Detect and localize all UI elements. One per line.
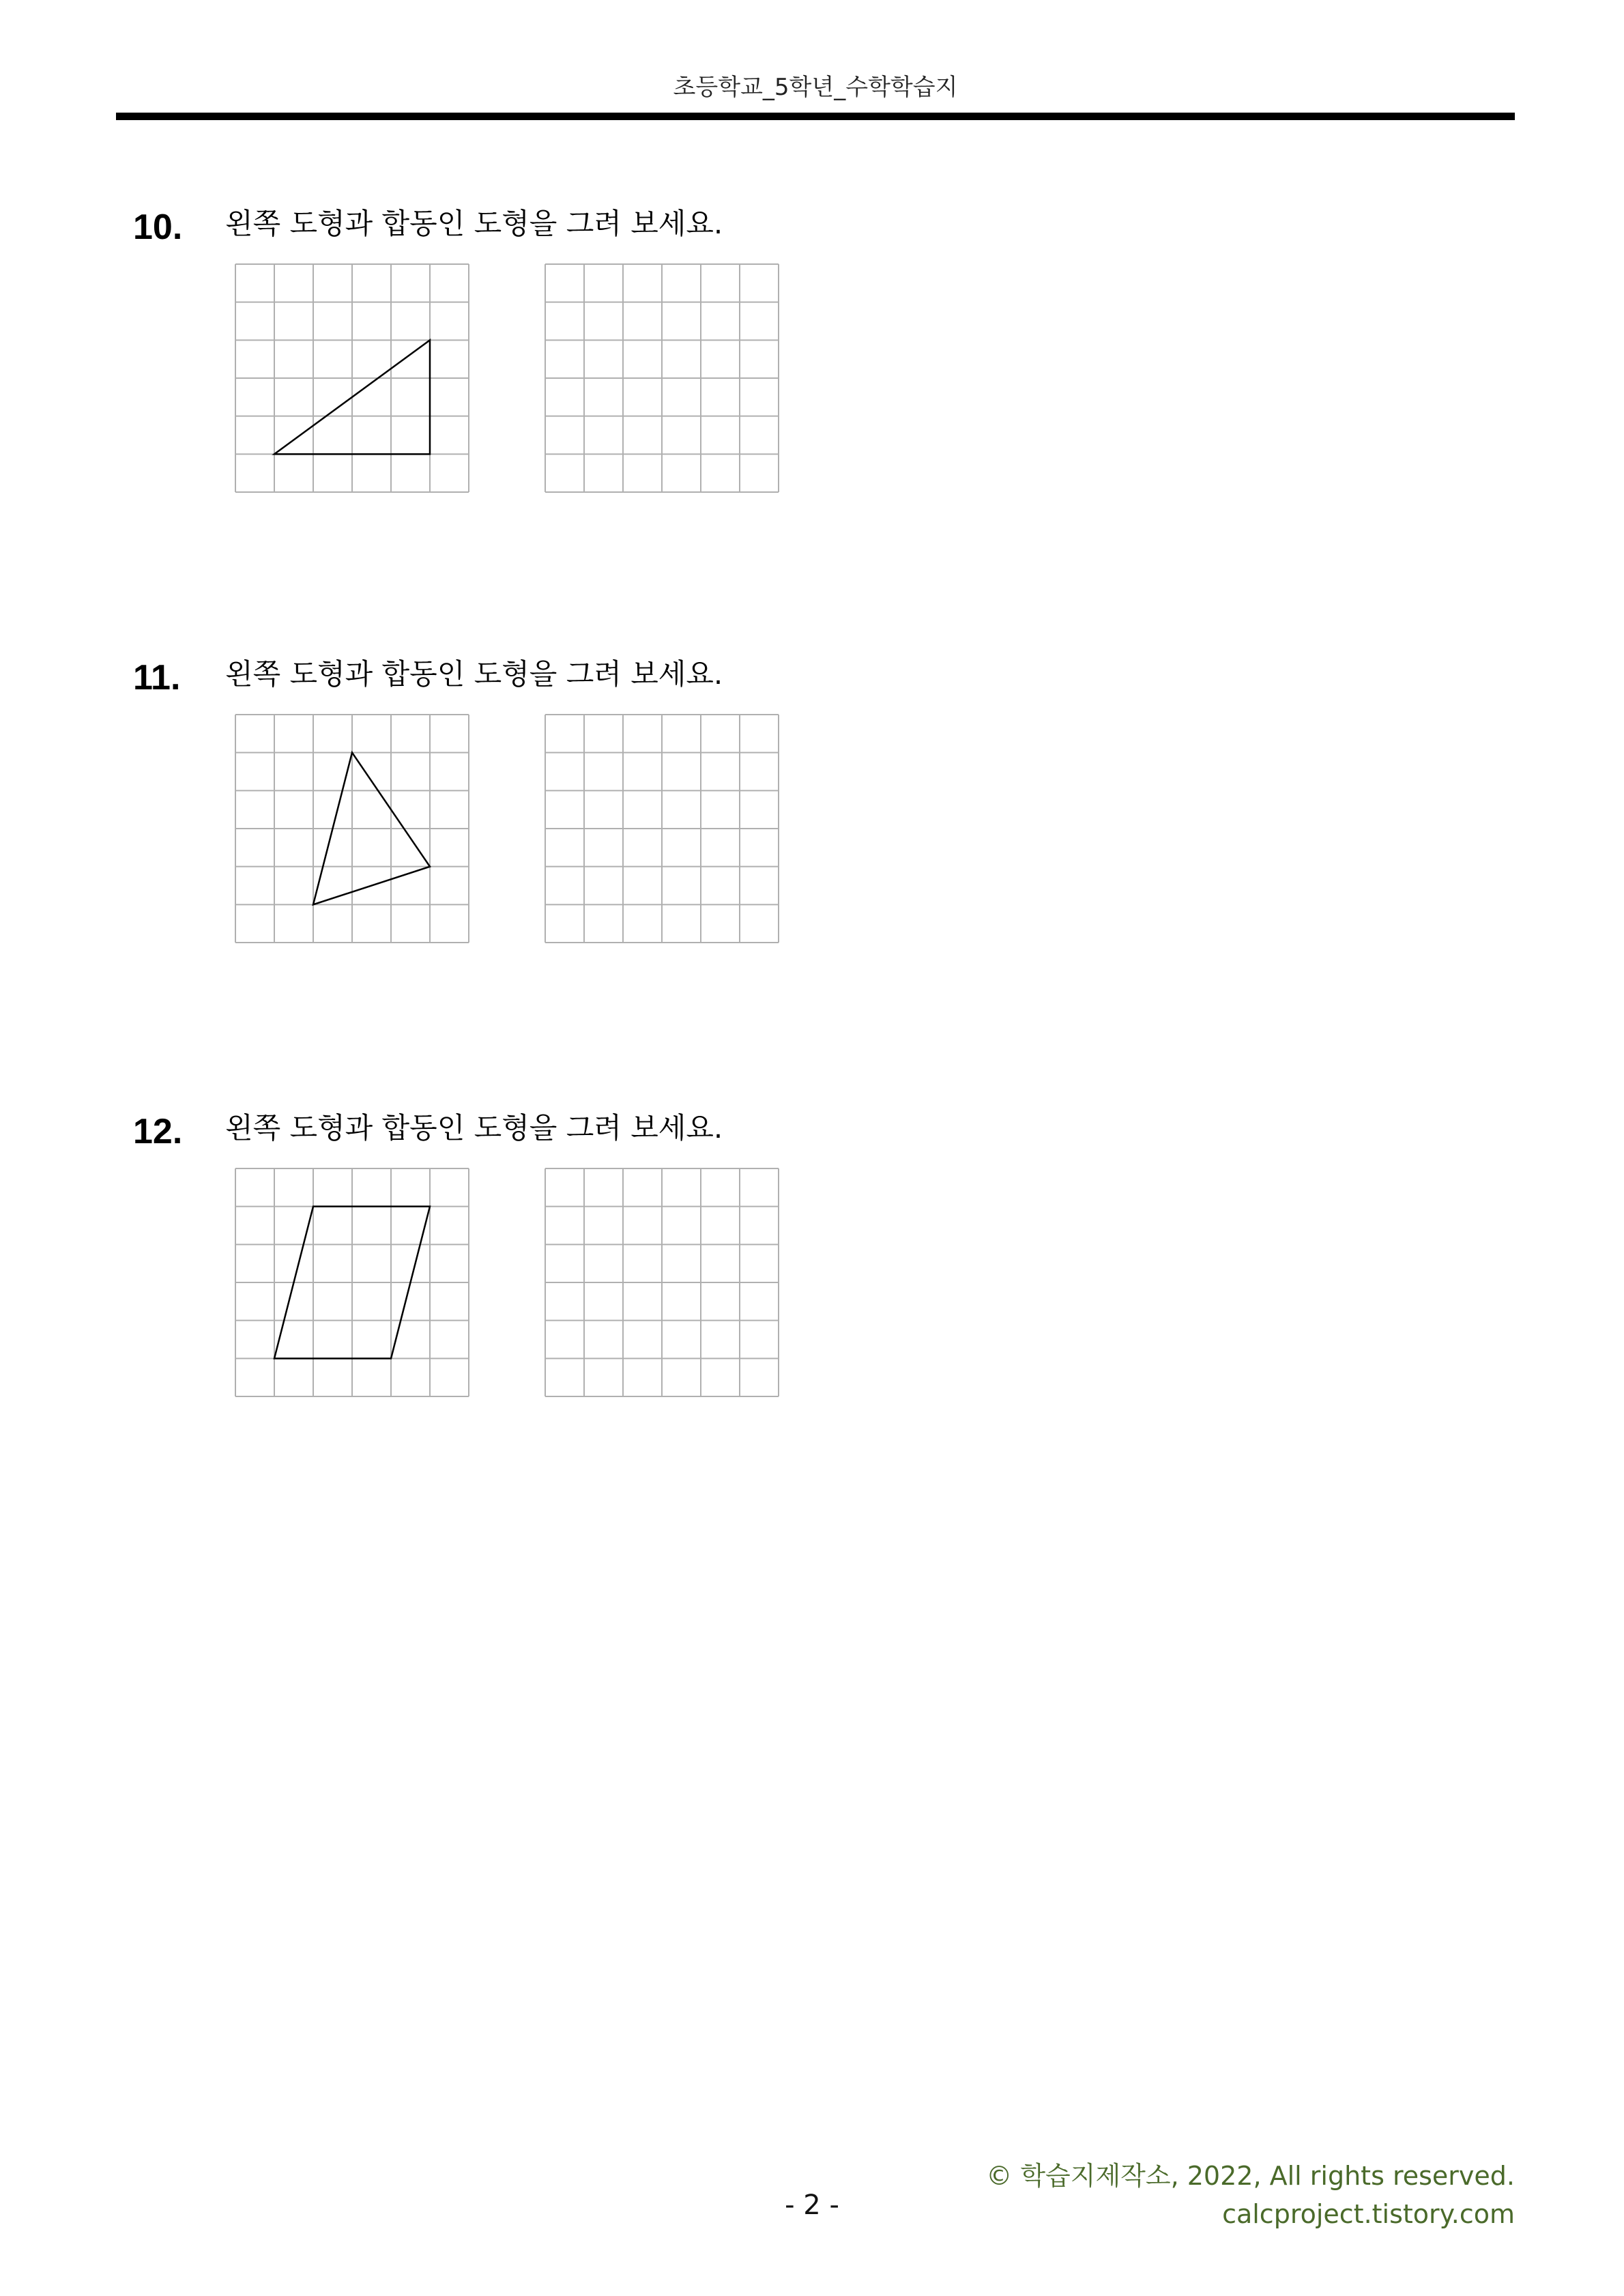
answer-grid-svg	[544, 263, 780, 493]
given-shape-grid	[234, 1167, 470, 1398]
given-shape-grid	[234, 713, 470, 944]
header-rule	[116, 113, 1515, 120]
problem-number: 10.	[133, 207, 183, 247]
page-number: - 2 -	[785, 2190, 839, 2221]
answer-grid[interactable]	[544, 263, 780, 493]
problem-instruction: 왼쪽 도형과 합동인 도형을 그려 보세요.	[225, 1111, 723, 1145]
footer	[986, 2157, 1515, 2233]
answer-grid-svg	[544, 713, 780, 944]
problem-number: 11.	[133, 658, 181, 698]
problem-number: 12.	[133, 1112, 183, 1151]
site-link[interactable]: calcproject.tistory.com	[1222, 2199, 1515, 2229]
given-shape-svg	[234, 1167, 470, 1398]
worksheet-title: 초등학교_5학년_수학학습지	[673, 74, 958, 101]
answer-grid[interactable]	[544, 1167, 780, 1398]
problem-11	[133, 652, 815, 959]
given-shape-svg	[234, 713, 470, 944]
problem-instruction: 왼쪽 도형과 합동인 도형을 그려 보세요.	[225, 657, 723, 691]
answer-grid[interactable]	[544, 713, 780, 944]
copyright-text: © 학습지제작소, 2022, All rights reserved.	[986, 2161, 1515, 2191]
problem-instruction: 왼쪽 도형과 합동인 도형을 그려 보세요.	[225, 207, 723, 240]
problem-12	[133, 1106, 815, 1413]
problem-10	[133, 201, 815, 508]
given-shape-svg	[234, 263, 470, 493]
given-shape-grid	[234, 263, 470, 493]
answer-grid-svg	[544, 1167, 780, 1398]
